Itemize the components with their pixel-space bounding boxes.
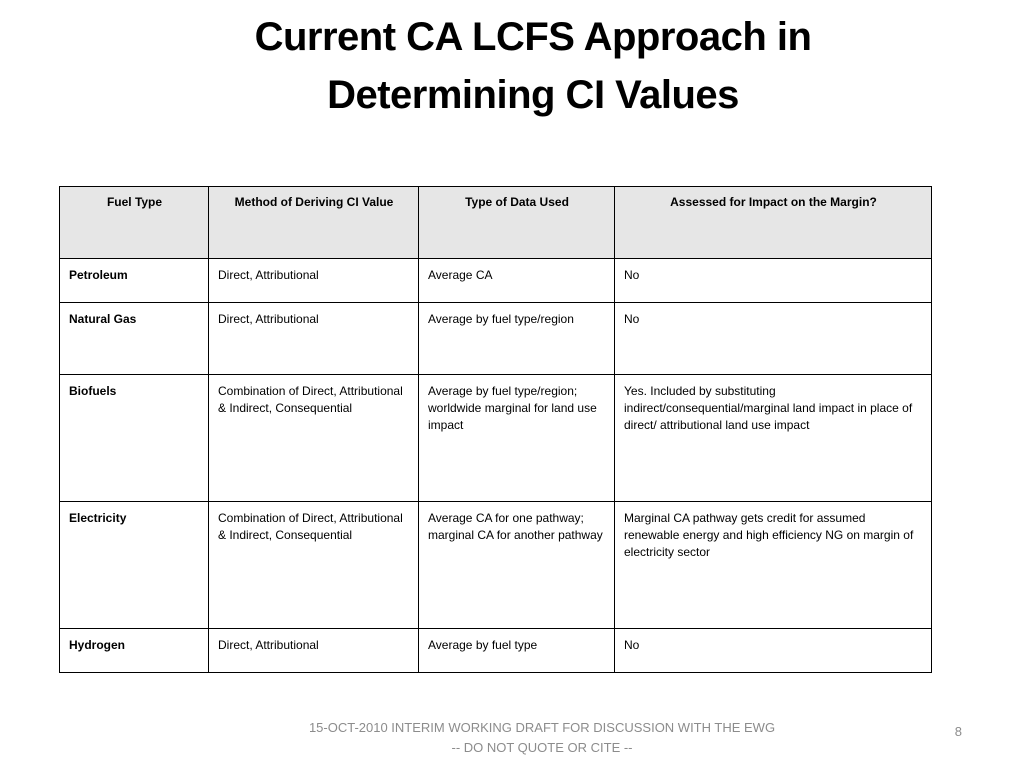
table-row <box>60 375 932 502</box>
data-used-cell: Average CA for one pathway; marginal CA for another pathway <box>419 502 615 629</box>
margin-cell: No <box>615 259 932 303</box>
table-row <box>60 502 932 629</box>
fuel-type-cell: Electricity <box>60 502 209 629</box>
method-cell: Combination of Direct, Attributional & Indirect, Consequential <box>209 375 419 502</box>
ci-approach-table <box>59 186 932 673</box>
fuel-type-cell: Hydrogen <box>60 629 209 673</box>
method-cell: Direct, Attributional <box>209 629 419 673</box>
slide-title-line-2: Determining CI Values <box>327 73 739 117</box>
margin-cell: No <box>615 629 932 673</box>
data-used-cell: Average by fuel type/region; worldwide marginal for land use impact <box>419 375 615 502</box>
data-used-cell: Average by fuel type <box>419 629 615 673</box>
data-used-cell: Average CA <box>419 259 615 303</box>
method-cell: Direct, Attributional <box>209 303 419 375</box>
slide-title <box>160 8 906 124</box>
slide-footer <box>242 718 842 758</box>
table-row <box>60 259 932 303</box>
table-row <box>60 303 932 375</box>
fuel-type-cell: Petroleum <box>60 259 209 303</box>
margin-cell: Marginal CA pathway gets credit for assumed renewable energy and high efficiency NG on margin of electricity sector <box>615 502 932 629</box>
footer-line-1: 15-OCT-2010 INTERIM WORKING DRAFT FOR DISCUSSION WITH THE EWG <box>308 720 776 735</box>
header-margin-assessed: Assessed for Impact on the Margin? <box>615 187 932 259</box>
table-header-row <box>60 187 932 259</box>
fuel-type-cell: Natural Gas <box>60 303 209 375</box>
page-number: 8 <box>954 724 962 739</box>
method-cell: Direct, Attributional <box>209 259 419 303</box>
margin-cell: Yes. Included by substituting indirect/consequential/marginal land impact in place of direct/ attributional land use impact <box>615 375 932 502</box>
table-row <box>60 629 932 673</box>
slide-title-line-1: Current CA LCFS Approach in <box>254 15 812 59</box>
method-cell: Combination of Direct, Attributional & Indirect, Consequential <box>209 502 419 629</box>
header-method: Method of Deriving CI Value <box>209 187 419 259</box>
footer-line-2: -- DO NOT QUOTE OR CITE -- <box>451 740 633 755</box>
header-data-used: Type of Data Used <box>419 187 615 259</box>
margin-cell: No <box>615 303 932 375</box>
fuel-type-cell: Biofuels <box>60 375 209 502</box>
data-used-cell: Average by fuel type/region <box>419 303 615 375</box>
header-fuel-type: Fuel Type <box>60 187 209 259</box>
